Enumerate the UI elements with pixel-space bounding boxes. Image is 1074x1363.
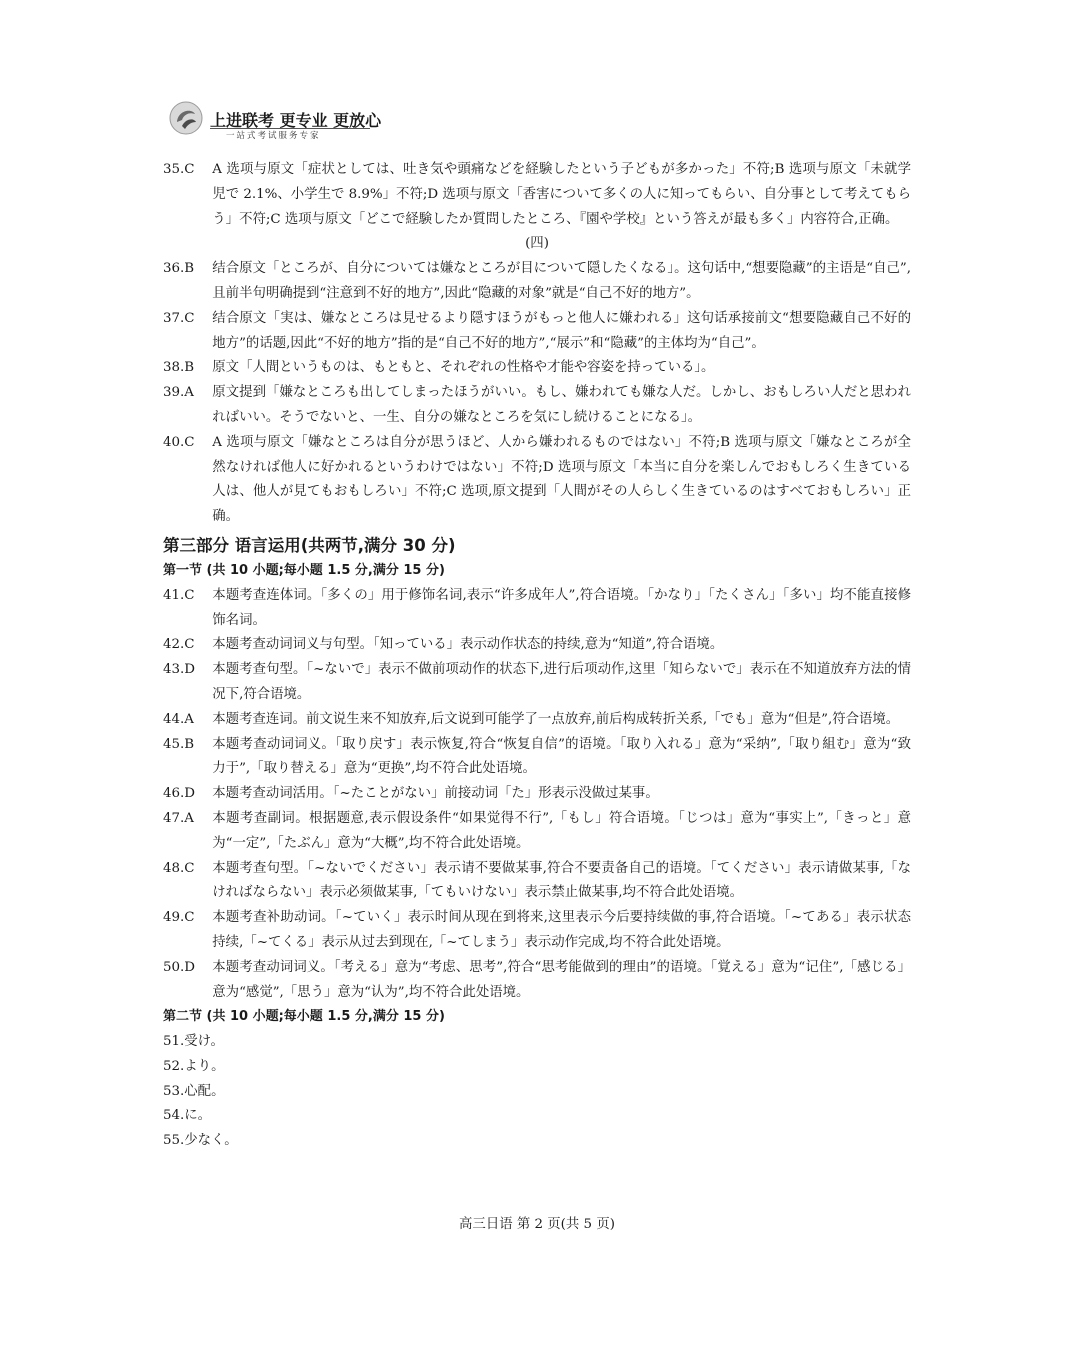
answer-explanation: より。 [184, 1058, 225, 1074]
answer-item [163, 1055, 911, 1080]
part-title: 第三部分 语言运用(共两节,满分 30 分) [163, 535, 456, 555]
question-number: 53. [163, 1083, 185, 1099]
answer-letter: C [184, 434, 195, 450]
brand-logo-icon [168, 100, 204, 136]
page-footer: 高三日语 第 2 页(共 5 页) [459, 1217, 615, 1232]
answer-item [163, 1104, 911, 1129]
answer-letter: C [184, 587, 195, 603]
question-number: 48. [163, 860, 185, 876]
answer-letter: C [184, 162, 195, 177]
question-number: 44. [163, 711, 185, 727]
answer-item [163, 633, 911, 658]
answers-block-41-50 [163, 584, 911, 1006]
answer-item [163, 733, 911, 783]
brand-slogan: 上进联考 更专业 更放心 [210, 111, 382, 130]
answer-item [163, 431, 911, 530]
answer-explanation: 本题考查动词词义。「取り戻す」表示恢复,符合“恢复自信”的语境。「取り入れる」意为“采纳”,「取り組む」意为“致力于”,「取り替える」意为“更换”,均不符合此处语境。 [212, 736, 911, 777]
question-number: 55. [163, 1133, 185, 1149]
answer-letter: A [184, 385, 194, 401]
answer-item [163, 658, 911, 708]
answer-item [163, 708, 911, 733]
answer-explanation: 结合原文「実は、嫌なところは見せるより隠すほうがもっと他人に嫌われる」这句话承接前文“想要隐藏自己不好的地方”的话题,因此“不好的地方”指的是“自己不好的地方”,“展示”和“隐藏”的主体均为“自己”。 [212, 310, 911, 351]
answer-letter: B [184, 736, 195, 752]
answer-explanation: A 选项与原文「症状としては、吐き気や頭痛などを経験したという子どもが多かった」不符;B 选项与原文「未就学児で 2.1%、小学生で 8.9%」不符;D 选项与原文「香害について多くの人に知ってもらい、自分事として考えてもらう」不符;C 选项与原文「どこで経験したか質問したところ、『園や学校』という答えが最も多く」内容符合,正确。 [212, 162, 911, 227]
answer-letter: D [184, 959, 196, 975]
question-number: 43. [163, 662, 185, 678]
brand-tagline: 一站式考试服务专家 [226, 131, 321, 141]
answer-explanation: 少なく。 [184, 1133, 238, 1149]
answers-block-36-40 [163, 257, 911, 530]
answer-explanation: 本题考查连体词。「多くの」用于修饰名词,表示“许多成年人”,符合语境。「かなり」「たくさん」「多い」均不能直接修饰名词。 [212, 587, 911, 628]
answer-letter: A [184, 810, 194, 826]
question-number: 38. [163, 360, 185, 376]
answer-letter: C [184, 910, 195, 926]
answer-item [163, 1030, 911, 1055]
section-1-title: 第一节 (共 10 小题;每小题 1.5 分,满分 15 分) [163, 562, 445, 578]
question-number: 35. [163, 162, 185, 177]
question-number: 36. [163, 261, 185, 277]
answer-letter: D [184, 662, 196, 678]
answer-item [163, 381, 911, 431]
question-number: 45. [163, 736, 185, 752]
question-number: 39. [163, 385, 185, 401]
answer-explanation: 原文「人間というものは、もともと、それぞれの性格や才能や容姿を持っている」。 [212, 360, 715, 376]
answer-item [163, 307, 911, 357]
answer-explanation: 本题考查连词。前文说生来不知放弃,后文说到可能学了一点放弃,前后构成转折关系,「でも」意为“但是”,符合语境。 [212, 711, 900, 727]
question-number: 51. [163, 1034, 185, 1050]
question-number: 50. [163, 959, 185, 975]
answers-block-35 [163, 158, 911, 232]
question-number: 47. [163, 810, 185, 826]
section-2-title: 第二节 (共 10 小题;每小题 1.5 分,满分 15 分) [163, 1009, 445, 1025]
answer-explanation: A 选项与原文「嫌なところは自分が思うほど、人から嫌われるものではない」不符;B 选项与原文「嫌なところが全然なければ他人に好かれるというわけではない」不符;D 选项与原文「本当に自分を楽しんでおもしろく生きている人は、他人が見てもおもしろい」不符;C 选项,原文提到「人間がその人らしく生きているのはすべておもしろい」正确。 [212, 434, 911, 525]
answer-explanation: 本题考查副词。根据题意,表示假设条件“如果觉得不行”,「もし」符合语境。「じつは」意为“事实上”,「きっと」意为“一定”,「たぶん」意为“大概”,均不符合此处语境。 [212, 810, 911, 851]
answer-content [163, 158, 911, 1154]
question-number: 54. [163, 1108, 185, 1124]
answer-item [163, 1129, 911, 1154]
answer-letter: C [184, 637, 195, 653]
answer-explanation: 心配。 [184, 1083, 225, 1099]
answer-item [163, 782, 911, 807]
answer-explanation: 本题考查句型。「~ないで」表示不做前项动作的状态下,进行后项动作,这里「知らないで」表示在不知道放弃方法的情况下,符合语境。 [212, 662, 911, 702]
answer-explanation: 本题考查补助动词。「~ていく」表示时间从现在到将来,这里表示今后要持续做的事,符合语境。「~てある」表示状态持续,「~てくる」表示从过去到现在,「~てしまう」表示动作完成,均不符合此处语境。 [212, 910, 911, 950]
answer-explanation: 本题考查动词词义。「考える」意为“考虑、思考”,符合“思考能做到的理由”的语境。「覚える」意为“记住”,「感じる」意为“感觉”,「思う」意为“认为”,均不符合此处语境。 [212, 959, 911, 1000]
question-number: 49. [163, 910, 185, 926]
answer-letter: B [184, 261, 195, 277]
answer-item [163, 158, 911, 232]
answer-item [163, 1080, 911, 1105]
answer-letter: A [184, 711, 194, 727]
question-number: 52. [163, 1058, 185, 1074]
answer-item [163, 584, 911, 634]
question-number: 40. [163, 434, 185, 450]
answers-block-51-55 [163, 1030, 911, 1154]
answer-letter: B [184, 360, 195, 376]
answer-item [163, 956, 911, 1006]
answer-explanation: 本题考查动词词义与句型。「知っている」表示动作状态的持续,意为“知道”,符合语境。 [212, 637, 724, 653]
page-header [168, 100, 428, 146]
answer-letter: C [184, 860, 195, 876]
question-number: 37. [163, 310, 185, 326]
answer-item [163, 807, 911, 857]
answer-explanation: 本题考查句型。「~ないでください」表示请不要做某事,符合不要责备自己的语境。「てください」表示请做某事,「なければならない」表示必须做某事,「てもいけない」表示禁止做某事,均不符合此处语境。 [212, 860, 911, 901]
answer-explanation: 受け。 [184, 1034, 224, 1050]
sub-heading: (四) [525, 236, 549, 252]
answer-item [163, 857, 911, 907]
answer-item [163, 356, 911, 381]
answer-letter: D [184, 786, 196, 802]
answer-explanation: 本题考查动词活用。「~たことがない」前接动词「た」形表示没做过某事。 [212, 786, 659, 802]
answer-item [163, 257, 911, 307]
answer-explanation: に。 [184, 1108, 212, 1124]
question-number: 41. [163, 587, 185, 603]
answer-letter: C [184, 310, 195, 326]
question-number: 46. [163, 786, 185, 802]
question-number: 42. [163, 637, 185, 653]
answer-explanation: 结合原文「ところが、自分については嫌なところが目について隠したくなる」。这句话中,“想要隐藏”的主语是“自己”,且前半句明确提到“注意到不好的地方”,因此“隐藏的对象”就是“自己不好的地方”。 [212, 261, 911, 301]
answer-explanation: 原文提到「嫌なところも出してしまったほうがいい。もし、嫌われても嫌な人だ。しかし、おもしろい人だと思われればいい。そうでないと、一生、自分の嫌なところを気にし続けることになる」。 [212, 385, 911, 425]
answer-item [163, 906, 911, 956]
